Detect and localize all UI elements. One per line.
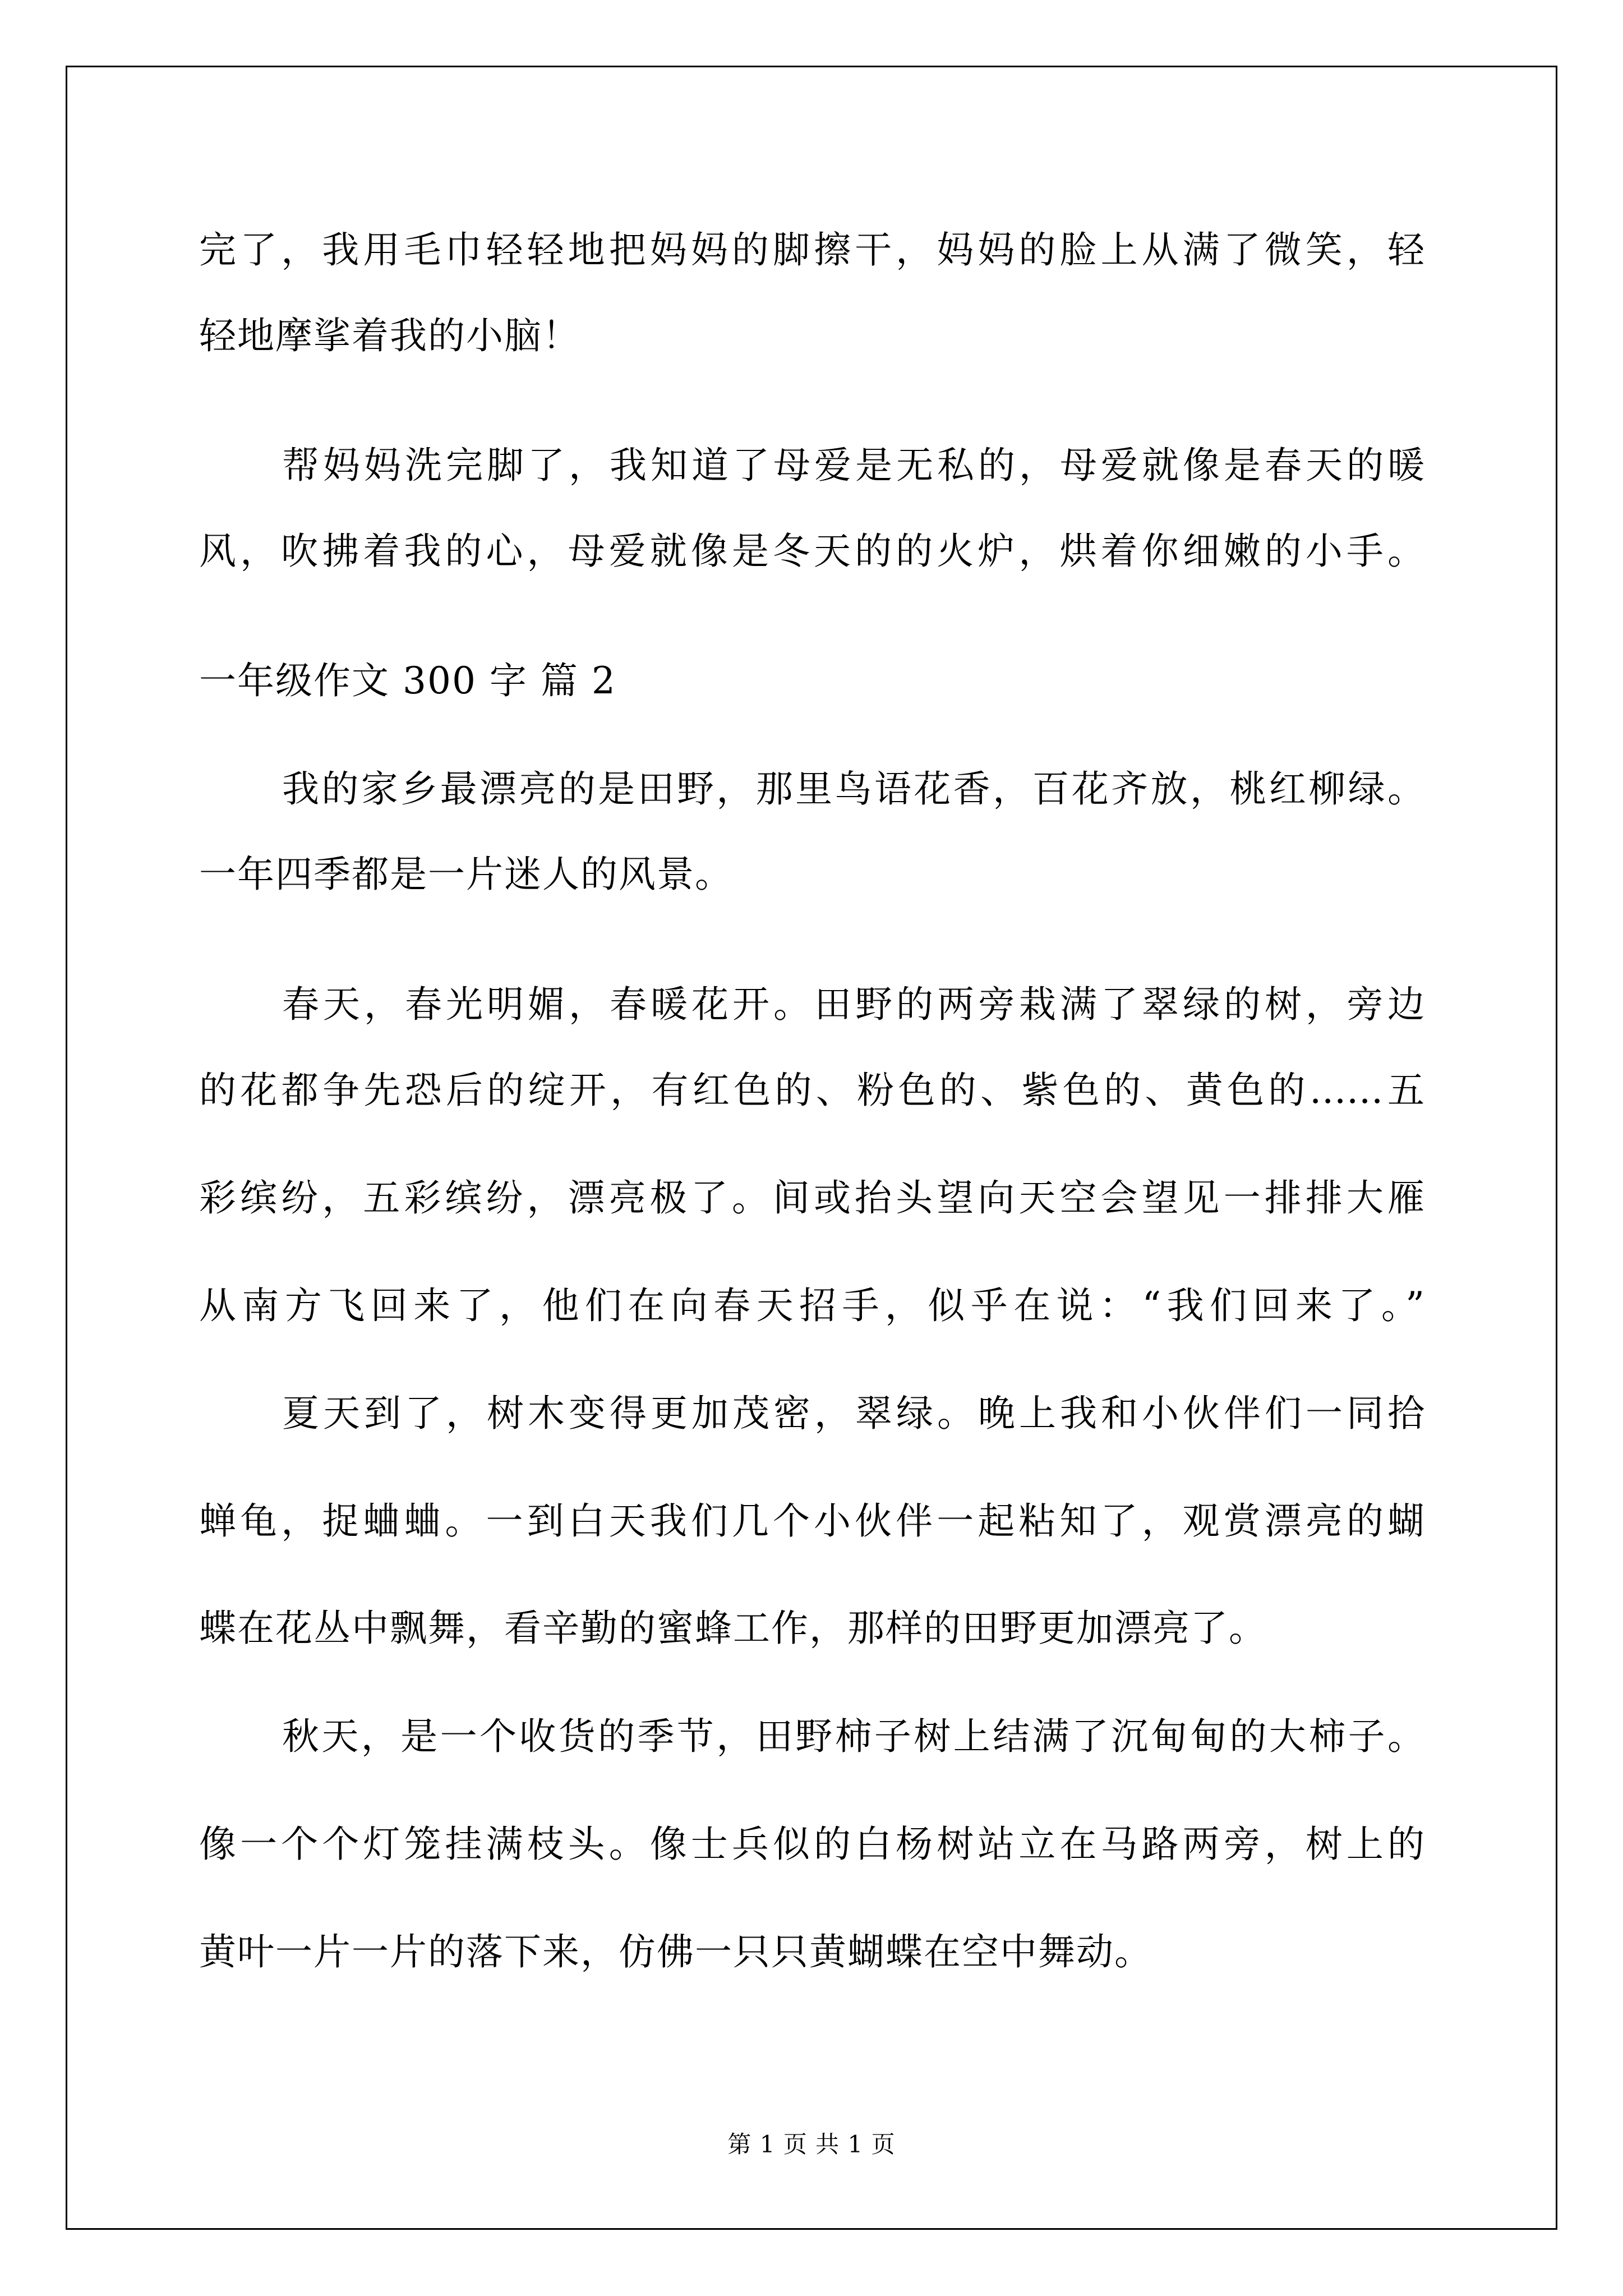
- text-line: 一年四季都是一片迷人的风景。: [199, 853, 733, 896]
- text-line: 完了，我用毛巾轻轻地把妈妈的脚擦干，妈妈的脸上从满了微笑，轻: [199, 228, 1424, 272]
- text-line: 像一个个灯笼挂满枝头。像士兵似的白杨树站立在马路两旁，树上的: [199, 1823, 1424, 1866]
- page-number-footer: 第 1 页 共 1 页: [727, 2131, 896, 2158]
- text-line: 蝶在花丛中飘舞，看辛勤的蜜蜂工作，那样的田野更加漂亮了。: [199, 1607, 1267, 1650]
- text-line: 夏天到了，树木变得更加茂密，翠绿。晚上我和小伙伴们一同拾: [282, 1392, 1424, 1435]
- text-line: 风，吹拂着我的心，母爱就像是冬天的的火炉，烘着你细嫩的小手。: [199, 530, 1424, 573]
- text-line: 春天，春光明媚，春暖花开。田野的两旁栽满了翠绿的树，旁边: [282, 983, 1424, 1026]
- text-line: 的花都争先恐后的绽开，有红色的、粉色的、紫色的、黄色的……五: [199, 1069, 1424, 1112]
- text-line: 秋天，是一个收货的季节，田野柿子树上结满了沉甸甸的大柿子。: [282, 1715, 1424, 1758]
- text-line: 从南方飞回来了，他们在向春天招手，似乎在说：“我们回来了。”: [199, 1284, 1424, 1327]
- text-line: 彩缤纷，五彩缤纷，漂亮极了。间或抬头望向天空会望见一排排大雁: [199, 1176, 1424, 1220]
- section-heading: 一年级作文 300 字 篇 2: [199, 659, 616, 702]
- page-border: [66, 66, 1557, 2230]
- text-line: 帮妈妈洗完脚了，我知道了母爱是无私的，母爱就像是春天的暖: [282, 444, 1424, 487]
- text-line: 轻地摩挲着我的小脑！: [199, 314, 580, 357]
- text-line: 蝉龟，捉蛐蛐。一到白天我们几个小伙伴一起粘知了，观赏漂亮的蝴: [199, 1499, 1424, 1543]
- text-line: 黄叶一片一片的落下来，仿佛一只只黄蝴蝶在空中舞动。: [199, 1930, 1152, 1973]
- text-line: 我的家乡最漂亮的是田野，那里鸟语花香，百花齐放，桃红柳绿。: [282, 767, 1424, 811]
